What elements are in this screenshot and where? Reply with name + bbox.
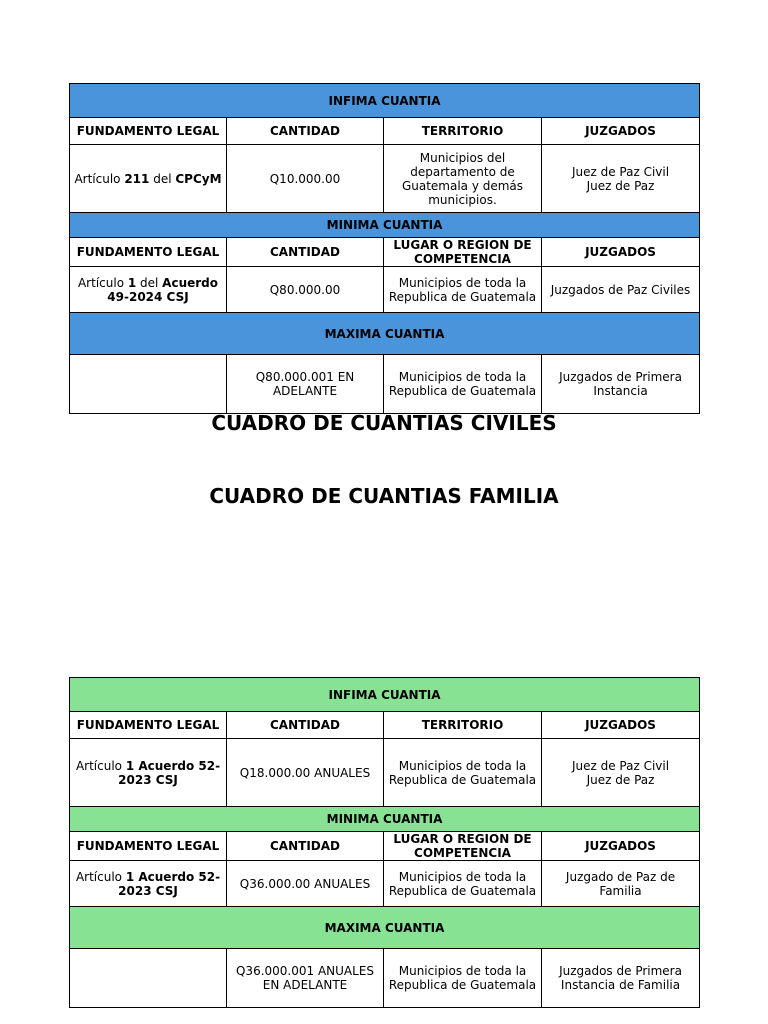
civil-maxima-territorio: Municipios de toda la Republica de Guatemala bbox=[384, 355, 542, 414]
fundamento-prefix: Artículo bbox=[75, 758, 126, 773]
civil-infima-juzgados bbox=[542, 145, 700, 213]
familia-minima-header-juzgados: JUZGADOS bbox=[542, 832, 700, 861]
familia-minima-fundamento bbox=[70, 861, 227, 907]
familia-infima-header-fundamento: FUNDAMENTO LEGAL bbox=[70, 712, 227, 739]
familia-maxima-juzgados: Juzgados de Primera Instancia de Familia bbox=[542, 949, 700, 1008]
juzgado-line-2: Juez de Paz bbox=[586, 178, 655, 193]
fundamento-connector: del bbox=[149, 171, 176, 186]
familia-minima-header-cantidad: CANTIDAD bbox=[227, 832, 384, 861]
familia-infima-territorio: Municipios de toda la Republica de Guatemala bbox=[384, 739, 542, 807]
familia-maxima-cantidad: Q36.000.001 ANUALES EN ADELANTE bbox=[227, 949, 384, 1008]
civil-minima-band: MINIMA CUANTIA bbox=[70, 213, 700, 238]
civil-minima-header-lugar: LUGAR O REGION DE COMPETENCIA bbox=[384, 238, 542, 267]
familia-minima-header-fundamento: FUNDAMENTO LEGAL bbox=[70, 832, 227, 861]
civil-infima-fundamento bbox=[70, 145, 227, 213]
civil-infima-header-fundamento: FUNDAMENTO LEGAL bbox=[70, 118, 227, 145]
civil-maxima-cantidad: Q80.000.001 EN ADELANTE bbox=[227, 355, 384, 414]
juzgado-line-1: Juez de Paz Civil bbox=[571, 164, 670, 179]
civil-minima-territorio: Municipios de toda la Republica de Guatemala bbox=[384, 267, 542, 313]
fundamento-connector: del bbox=[136, 275, 163, 290]
civil-maxima-juzgados: Juzgados de Primera Instancia bbox=[542, 355, 700, 414]
civil-minima-cantidad: Q80.000.00 bbox=[227, 267, 384, 313]
civil-maxima-fundamento bbox=[70, 355, 227, 414]
familia-minima-cantidad: Q36.000.00 ANUALES bbox=[227, 861, 384, 907]
familia-minima-juzgados: Juzgado de Paz de Familia bbox=[542, 861, 700, 907]
familia-cuantias-table bbox=[69, 677, 700, 1008]
civil-maxima-band: MAXIMA CUANTIA bbox=[70, 313, 700, 355]
fundamento-code: 1 Acuerdo 52-2023 CSJ bbox=[118, 869, 221, 898]
familia-infima-header-juzgados: JUZGADOS bbox=[542, 712, 700, 739]
fundamento-prefix: Artículo bbox=[75, 869, 126, 884]
familia-cuadro-title: CUADRO DE CUANTIAS FAMILIA bbox=[209, 484, 559, 508]
familia-infima-juzgados bbox=[542, 739, 700, 807]
fundamento-code: CPCyM bbox=[175, 171, 222, 186]
civil-minima-juzgados: Juzgados de Paz Civiles bbox=[542, 267, 700, 313]
familia-infima-cantidad: Q18.000.00 ANUALES bbox=[227, 739, 384, 807]
fundamento-code: 1 Acuerdo 52-2023 CSJ bbox=[118, 758, 221, 787]
fundamento-prefix: Artículo bbox=[77, 275, 128, 290]
familia-minima-header-lugar: LUGAR O REGION DE COMPETENCIA bbox=[384, 832, 542, 861]
familia-minima-band: MINIMA CUANTIA bbox=[70, 807, 700, 832]
civil-infima-header-juzgados: JUZGADOS bbox=[542, 118, 700, 145]
civil-cuadro-title: CUADRO DE CUANTIAS CIVILES bbox=[211, 411, 557, 435]
civil-cuantias-table bbox=[69, 83, 700, 414]
civil-minima-fundamento bbox=[70, 267, 227, 313]
familia-maxima-fundamento bbox=[70, 949, 227, 1008]
familia-maxima-territorio: Municipios de toda la Republica de Guatemala bbox=[384, 949, 542, 1008]
familia-maxima-band: MAXIMA CUANTIA bbox=[70, 907, 700, 949]
civil-minima-header-cantidad: CANTIDAD bbox=[227, 238, 384, 267]
juzgado-line-1: Juez de Paz Civil bbox=[571, 758, 670, 773]
fundamento-prefix: Artículo bbox=[74, 171, 125, 186]
civil-infima-band: INFIMA CUANTIA bbox=[70, 84, 700, 118]
fundamento-code: Acuerdo 49-2024 CSJ bbox=[107, 275, 219, 304]
civil-minima-header-juzgados: JUZGADOS bbox=[542, 238, 700, 267]
civil-infima-cantidad: Q10.000.00 bbox=[227, 145, 384, 213]
fundamento-article-number: 211 bbox=[124, 171, 150, 186]
juzgado-line-2: Juez de Paz bbox=[586, 772, 655, 787]
civil-infima-territorio: Municipios del departamento de Guatemala y demás municipios. bbox=[384, 145, 542, 213]
civil-minima-header-fundamento: FUNDAMENTO LEGAL bbox=[70, 238, 227, 267]
civil-infima-header-territorio: TERRITORIO bbox=[384, 118, 542, 145]
familia-infima-fundamento bbox=[70, 739, 227, 807]
civil-infima-header-cantidad: CANTIDAD bbox=[227, 118, 384, 145]
familia-infima-header-territorio: TERRITORIO bbox=[384, 712, 542, 739]
familia-minima-territorio: Municipios de toda la Republica de Guatemala bbox=[384, 861, 542, 907]
familia-infima-band: INFIMA CUANTIA bbox=[70, 678, 700, 712]
familia-infima-header-cantidad: CANTIDAD bbox=[227, 712, 384, 739]
fundamento-article-number: 1 bbox=[127, 275, 137, 290]
